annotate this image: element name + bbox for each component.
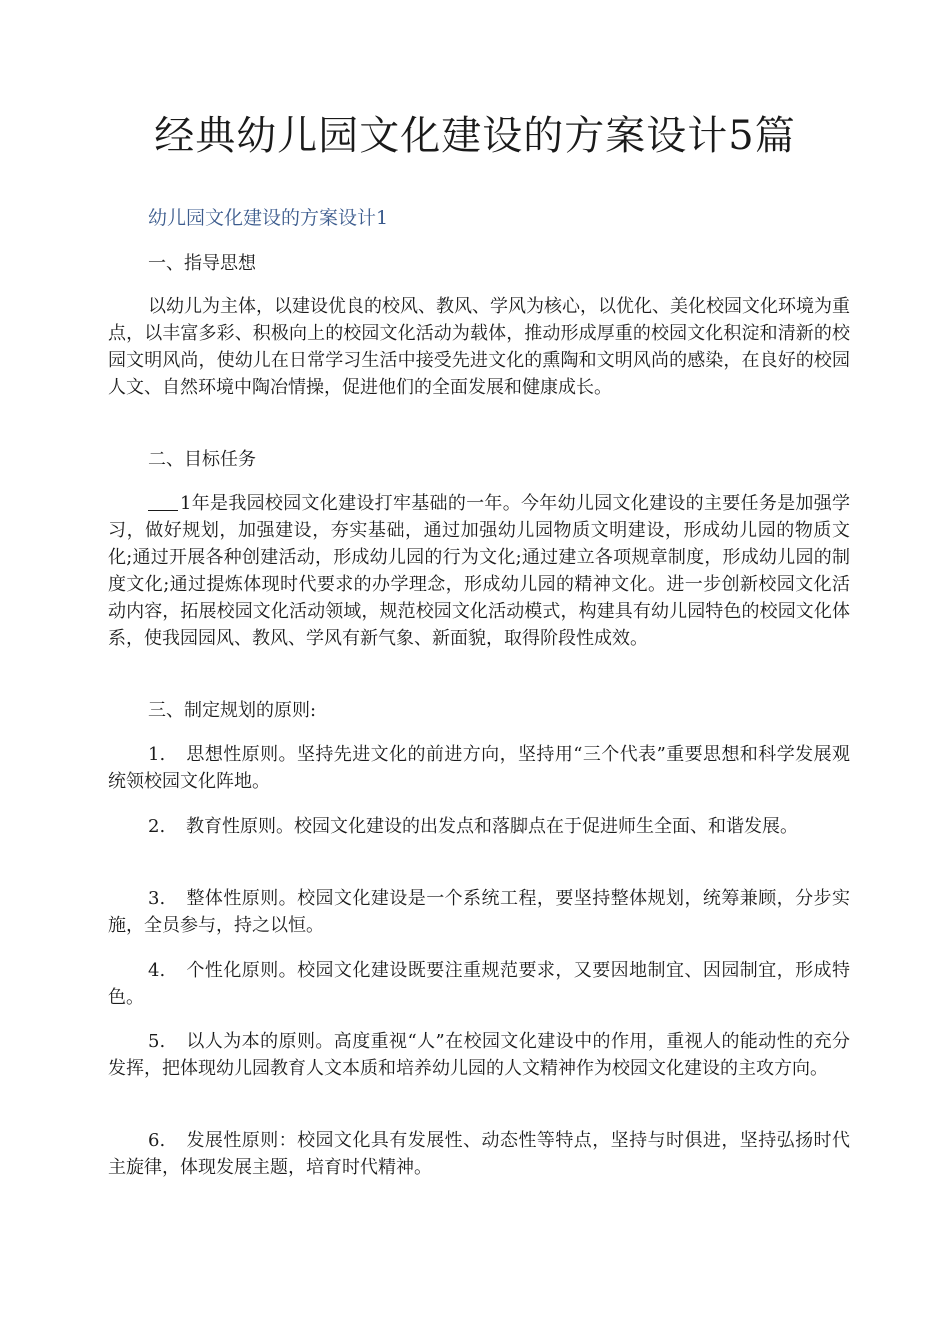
paragraph-target-tasks xyxy=(108,490,850,652)
principle-text: 发展性原则：校园文化具有发展性、动态性等特点，坚持与时俱进，坚持弘扬时代主旋律，体现发展主题，培育时代精神。 xyxy=(108,1130,850,1178)
principle-number: 6. xyxy=(148,1130,166,1151)
principle-item xyxy=(108,813,850,840)
principle-text: 以人为本的原则。高度重视“人”在校园文化建设中的作用，重视人的能动性的充分发挥，把体现幼儿园教育人文本质和培养幼儿园的人文精神作为校园文化建设的主攻方向。 xyxy=(108,1031,850,1079)
principle-text: 教育性原则。校园文化建设的出发点和落脚点在于促进师生全面、和谐发展。 xyxy=(186,816,798,837)
principle-number: 1. xyxy=(148,744,166,765)
principle-number: 3. xyxy=(148,888,166,909)
principle-item xyxy=(108,885,850,939)
principle-item xyxy=(108,957,850,1011)
principle-text: 整体性原则。校园文化建设是一个系统工程，要坚持整体规划，统筹兼顾，分步实施，全员参与，持之以恒。 xyxy=(108,888,850,936)
heading-guiding-ideology: 一、指导思想 xyxy=(148,253,256,274)
heading-target-tasks: 二、目标任务 xyxy=(148,449,256,470)
document-title: 经典幼儿园文化建设的方案设计5篇 xyxy=(154,113,796,159)
principle-text: 思想性原则。坚持先进文化的前进方向，坚持用“三个代表”重要思想和科学发展观统领校园文化阵地。 xyxy=(108,744,850,792)
heading-planning-principles: 三、制定规划的原则: xyxy=(148,700,317,721)
principle-item xyxy=(108,741,850,795)
principle-item xyxy=(108,1028,850,1082)
year-blank xyxy=(148,492,178,511)
principle-number: 5. xyxy=(148,1031,166,1052)
paragraph-guiding-ideology: 以幼儿为主体，以建设优良的校风、教风、学风为核心，以优化、美化校园文化环境为重点，以丰富多彩、积极向上的校园文化活动为载体，推动形成厚重的校园文化积淀和清新的校园文明风尚，使幼儿在日常学习生活中接受先进文化的熏陶和文明风尚的感染，在良好的校园人文、自然环境中陶冶情操，促进他们的全面发展和健康成长。 xyxy=(108,296,850,398)
principle-number: 4. xyxy=(148,960,166,981)
principle-item xyxy=(108,1127,850,1181)
principle-number: 2. xyxy=(148,816,166,837)
principle-text: 个性化原则。校园文化建设既要注重规范要求，又要因地制宜、因园制宜，形成特色。 xyxy=(108,960,850,1008)
paragraph-target-tasks-text: 1年是我园校园文化建设打牢基础的一年。今年幼儿园文化建设的主要任务是加强学习，做好规划，加强建设，夯实基础，通过加强幼儿园物质文明建设，形成幼儿园的物质文化;通过开展各种创建活动，形成幼儿园的行为文化;通过建立各项规章制度，形成幼儿园的制度文化;通过提炼体现时代要求的办学理念，形成幼儿园的精神文化。进一步创新校园文化活动内容，拓展校园文化活动领域，规范校园文化活动模式，构建具有幼儿园特色的校园文化体系，使我园园风、教风、学风有新气象、新面貌，取得阶段性成效。 xyxy=(108,493,850,649)
section-subtitle: 幼儿园文化建设的方案设计1 xyxy=(148,207,389,229)
